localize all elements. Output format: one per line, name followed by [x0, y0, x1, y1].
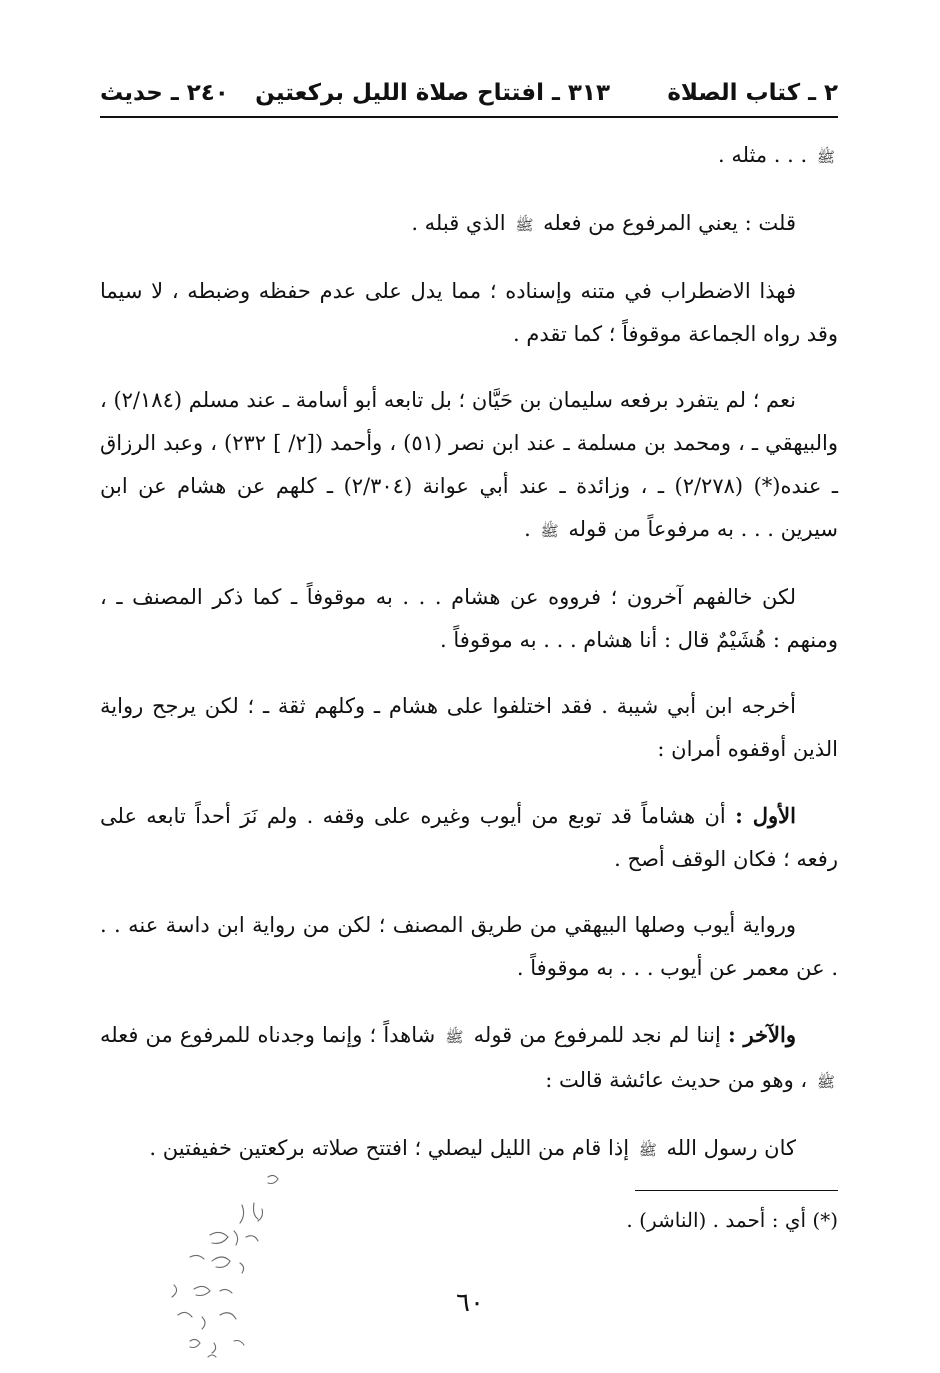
paragraph-9-text-b: شاهداً ؛ وإنما وجدناه للمرفوع من فعله — [100, 1023, 436, 1047]
paragraph-3-text: فهذا الاضطراب في متنه وإسناده ؛ مما يدل على عدم حفظه وضبطه ، لا سيما وقد رواه الجماعة موقوفاً ؛ كما تقدم . — [100, 279, 838, 346]
paragraph-9-text-a: إننا لم نجد للمرفوع من قوله — [473, 1023, 721, 1047]
honorific-glyph: ﷺ — [515, 216, 534, 234]
paragraph-7-text: أن هشاماً قد توبع من أيوب وغيره على وقفه . ولم نَرَ أحداً تابعه على رفعه ؛ فكان الوقف أصح . — [100, 804, 838, 871]
honorific-glyph: ﷺ — [638, 1141, 657, 1159]
header-rule — [100, 116, 838, 118]
handwritten-marginalia — [150, 1165, 290, 1365]
paragraph-10-text-b: إذا قام من الليل ليصلي ؛ افتتح صلاته بركعتين خفيفتين . — [149, 1136, 630, 1160]
header-chapter-title: ٣١٣ ـ افتتاح صلاة الليل بركعتين — [255, 80, 610, 106]
paragraph-5-text: لكن خالفهم آخرون ؛ فرووه عن هشام . . . به موقوفاً ـ كما ذكر المصنف ـ ، ومنهم : هُشَيْمٌ قال : أنا هشام . . . به موقوفاً . — [100, 585, 838, 652]
paragraph-8 — [100, 904, 838, 990]
paragraph-4-text-b: . — [524, 517, 531, 541]
paragraph-7 — [100, 794, 838, 881]
paragraph-2-text-a: قلت : يعني المرفوع من فعله — [543, 211, 796, 235]
footnote-rule — [635, 1190, 838, 1191]
paragraph-2-text-b: الذي قبله . — [411, 211, 506, 235]
honorific-glyph: ﷺ — [816, 148, 835, 166]
paragraph-8-text: ورواية أيوب وصلها البيهقي من طريق المصنف ؛ لكن من رواية ابن داسة عنه . . . عن معمر عن أيوب . . . به موقوفاً . — [100, 913, 838, 980]
paragraph-7-lead: الأول : — [735, 803, 796, 828]
page-number: ٦٠ — [456, 1288, 484, 1318]
paragraph-4-text-a: نعم ؛ لم يتفرد برفعه سليمان بن حَيَّان ؛ بل تابعه أبو أسامة ـ عند مسلم (٢/١٨٤) ، والبيهقي ـ ، ومحمد بن مسلمة ـ عند ابن نصر (٥١) ، وأحمد ([٢/ ] ٢٣٢) ، وعبد الرزاق ـ عنده(*) (٢/٢٧٨) ـ ، وزائدة ـ عند أبي عوانة (٢/٣٠٤) ـ كلهم عن هشام عن ابن سيرين . . . به مرفوعاً من قوله — [100, 388, 838, 541]
paragraph-3 — [100, 270, 838, 356]
paragraph-9 — [100, 1013, 838, 1104]
paragraph-2 — [100, 202, 838, 247]
header-hadith-number: ٢٤٠ ـ حديث — [100, 80, 229, 106]
honorific-glyph: ﷺ — [445, 1028, 464, 1046]
header-book-title: ٢ ـ كتاب الصلاة — [667, 80, 838, 106]
paragraph-9-text-c: ، وهو من حديث عائشة قالت : — [545, 1068, 808, 1092]
paragraph-4 — [100, 379, 838, 553]
running-header — [100, 74, 838, 114]
main-text — [100, 134, 838, 1195]
footnote: (*) أي : أحمد . (الناشر) . — [626, 1208, 838, 1232]
paragraph-10-text-a: كان رسول الله — [666, 1136, 796, 1160]
honorific-glyph: ﷺ — [540, 522, 559, 540]
paragraph-9-lead: والآخر : — [727, 1022, 796, 1047]
paragraph-6-text: أخرجه ابن أبي شيبة . فقد اختلفوا على هشام ـ وكلهم ثقة ـ ؛ لكن يرجح رواية الذين أوقفوه أمران : — [100, 694, 838, 761]
paragraph-1-text: . . . مثله . — [717, 143, 808, 167]
paragraph-6 — [100, 685, 838, 771]
honorific-glyph: ﷺ — [816, 1073, 835, 1091]
paragraph-5 — [100, 576, 838, 662]
paragraph-1 — [100, 134, 838, 179]
